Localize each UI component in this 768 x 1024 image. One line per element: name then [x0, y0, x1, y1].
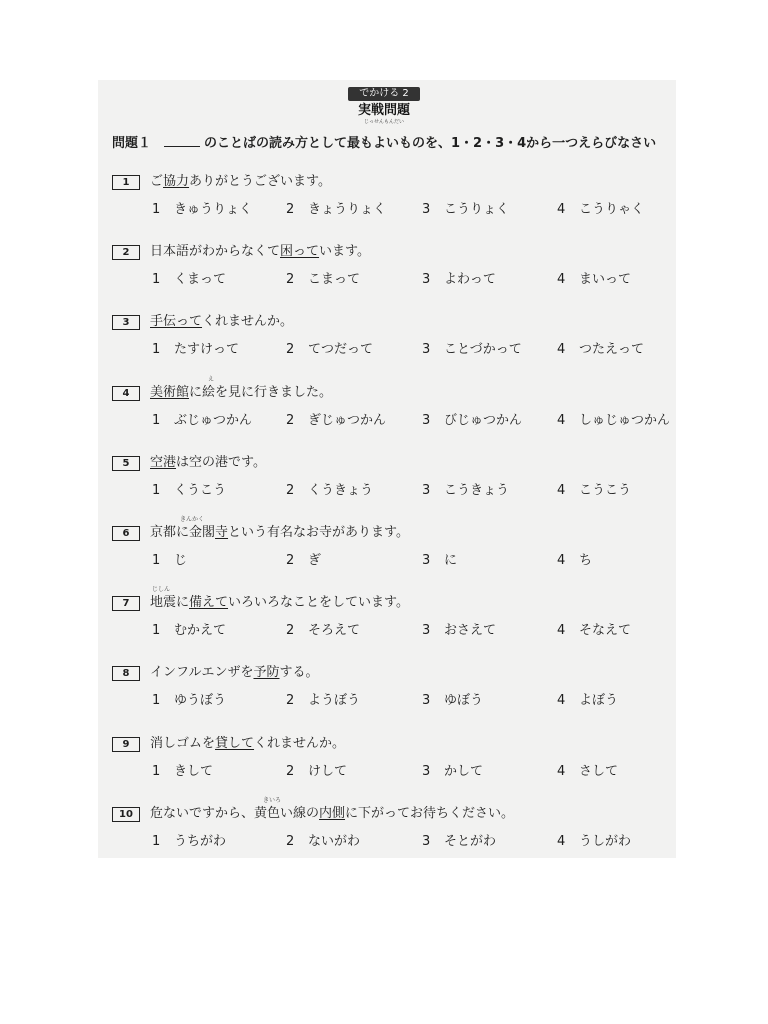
answer-option-1[interactable] — [152, 412, 252, 430]
option-text: こうりゃく — [579, 202, 645, 217]
option-number: 3 — [422, 833, 431, 849]
section-title: 実戦問題 — [357, 103, 410, 118]
answer-option-3[interactable] — [422, 622, 496, 640]
answer-option-4[interactable] — [557, 552, 592, 570]
option-number: 4 — [557, 763, 566, 779]
option-number: 4 — [557, 202, 566, 217]
option-number: 1 — [152, 763, 161, 779]
option-number: 2 — [286, 763, 295, 779]
furigana-row — [150, 586, 670, 594]
option-number: 2 — [286, 272, 295, 288]
option-text: よぼう — [579, 693, 619, 709]
option-text: くまって — [174, 272, 227, 288]
option-text: まいって — [579, 272, 632, 288]
answer-option-3[interactable] — [422, 763, 483, 781]
option-number: 2 — [286, 553, 295, 568]
option-number: 3 — [422, 553, 431, 568]
target-word: 手伝って — [150, 314, 203, 330]
question-number: 1 — [112, 175, 140, 190]
option-text: たすけって — [174, 342, 240, 358]
section-badge: でかける 2 — [348, 87, 420, 101]
answer-option-1[interactable] — [152, 833, 226, 851]
option-text: ぎ — [308, 553, 322, 568]
question-number: 5 — [112, 456, 140, 471]
answer-option-2[interactable] — [286, 833, 360, 851]
option-number: 4 — [557, 553, 566, 568]
option-text: うしがわ — [579, 833, 632, 849]
answer-option-3[interactable] — [422, 692, 483, 710]
answer-option-1[interactable] — [152, 622, 226, 640]
answer-option-3[interactable] — [422, 271, 496, 289]
question-sentence — [150, 805, 514, 823]
option-number: 2 — [286, 342, 295, 358]
furigana: きんかく — [180, 516, 205, 523]
sentence-text: ご — [150, 174, 164, 189]
option-text: に — [444, 553, 458, 568]
target-word: 寺 — [215, 525, 229, 540]
answer-option-4[interactable] — [557, 692, 618, 710]
question-number: 2 — [112, 245, 140, 260]
option-number: 1 — [152, 272, 161, 288]
sentence-text: する。 — [279, 665, 319, 681]
option-number: 4 — [557, 272, 566, 288]
question-sentence — [150, 243, 370, 261]
option-number: 2 — [286, 623, 295, 639]
section-title-ruby: じっせんもんだい — [363, 119, 404, 125]
option-text: こうりょく — [444, 202, 510, 217]
sentence-text: 消しゴムを — [150, 735, 216, 751]
question-item — [112, 737, 672, 797]
target-word: 美術館 — [150, 384, 190, 400]
option-text: おさえて — [444, 623, 497, 639]
question-sentence — [150, 313, 293, 331]
question-item — [112, 516, 672, 586]
question-sentence — [150, 524, 409, 542]
sentence-text: くれませんか。 — [254, 735, 346, 751]
furigana: え — [208, 375, 215, 383]
option-text: けして — [308, 763, 348, 779]
option-text: こまって — [308, 272, 361, 288]
answer-option-1[interactable] — [152, 763, 213, 781]
question-sentence — [150, 735, 345, 753]
question-item — [112, 245, 672, 305]
option-text: ゆぼう — [444, 693, 484, 709]
answer-option-2[interactable] — [286, 552, 321, 570]
option-number: 1 — [152, 412, 161, 428]
answer-option-4[interactable] — [557, 622, 631, 640]
question-number: 8 — [112, 666, 140, 681]
answer-option-3[interactable] — [422, 552, 457, 570]
furigana: じしん — [152, 586, 171, 594]
option-number: 4 — [557, 412, 566, 428]
option-text: じ — [174, 553, 188, 568]
option-number: 4 — [557, 693, 566, 709]
option-text: さして — [579, 763, 619, 779]
option-number: 1 — [152, 202, 161, 217]
option-number: 4 — [557, 623, 566, 639]
answer-option-1[interactable] — [152, 692, 226, 710]
sentence-text: に下がってお待ちください。 — [345, 805, 515, 821]
option-number: 3 — [422, 412, 431, 428]
answer-option-3[interactable] — [422, 833, 496, 851]
sentence-text: 京都に金閣 — [150, 525, 216, 540]
question-number: 3 — [112, 315, 140, 330]
furigana-row — [150, 516, 670, 524]
sentence-text: くれませんか。 — [202, 314, 294, 330]
option-text: こうきょう — [444, 482, 510, 498]
option-number: 1 — [152, 342, 161, 358]
option-text: ことづかって — [444, 342, 522, 358]
problem-instruction — [112, 135, 676, 153]
question-number: 10 — [112, 807, 140, 822]
option-number: 3 — [422, 623, 431, 639]
blank-line — [164, 136, 200, 147]
option-text: しゅじゅつかん — [579, 412, 671, 428]
option-number: 2 — [286, 412, 295, 428]
answer-option-2[interactable] — [286, 412, 386, 430]
question-item — [112, 175, 672, 235]
option-number: 3 — [422, 202, 431, 217]
question-number: 4 — [112, 386, 140, 401]
sentence-text: インフルエンザを — [150, 665, 254, 681]
sentence-text: ありがとうございます。 — [189, 174, 331, 189]
question-sentence — [150, 454, 266, 472]
option-text: かして — [444, 763, 484, 779]
furigana-row — [150, 376, 670, 384]
sentence-text: います。 — [319, 244, 370, 260]
option-text: ないがわ — [308, 833, 361, 849]
sentence-text: は空の港です。 — [176, 454, 266, 470]
answer-option-1[interactable] — [152, 482, 226, 500]
question-sentence — [150, 664, 319, 682]
option-text: つたえって — [579, 342, 645, 358]
sentence-text: いろいろなことをしています。 — [228, 595, 409, 611]
answer-option-4[interactable] — [557, 763, 618, 781]
answer-option-4[interactable] — [557, 271, 631, 289]
question-sentence — [150, 173, 331, 191]
option-number: 1 — [152, 623, 161, 639]
option-number: 3 — [422, 272, 431, 288]
option-number: 4 — [557, 833, 566, 849]
option-text: くうこう — [174, 482, 227, 498]
option-text: びじゅつかん — [444, 412, 523, 428]
option-text: ち — [579, 553, 593, 568]
option-number: 2 — [286, 693, 295, 709]
answer-option-1[interactable] — [152, 201, 252, 219]
answer-option-2[interactable] — [286, 763, 347, 781]
option-text: きょうりょく — [308, 202, 387, 217]
option-text: ぶじゅつかん — [174, 412, 253, 428]
question-number: 6 — [112, 526, 140, 541]
answer-option-3[interactable] — [422, 201, 509, 219]
target-word: 予防 — [253, 665, 280, 681]
option-text: そなえて — [579, 623, 632, 639]
answer-option-2[interactable] — [286, 201, 386, 219]
question-sentence — [150, 384, 332, 402]
answer-option-4[interactable] — [557, 833, 631, 851]
target-word: 空港 — [150, 454, 177, 470]
question-sentence — [150, 594, 409, 612]
question-item — [112, 375, 672, 446]
option-text: くうきょう — [308, 482, 374, 498]
option-text: こうこう — [579, 482, 632, 498]
option-number: 3 — [422, 342, 431, 358]
question-item — [112, 315, 672, 375]
answer-option-4[interactable] — [557, 482, 631, 500]
answer-option-4[interactable] — [557, 201, 644, 219]
question-item — [112, 586, 672, 656]
target-word: 内側 — [319, 805, 346, 821]
option-number: 4 — [557, 482, 566, 498]
option-text: そろえて — [308, 623, 361, 639]
option-number: 1 — [152, 833, 161, 849]
answer-option-2[interactable] — [286, 271, 360, 289]
sentence-text: 日本語がわからなくて — [150, 244, 281, 260]
question-number: 9 — [112, 737, 140, 752]
option-number: 1 — [152, 553, 161, 568]
answer-option-4[interactable] — [557, 412, 670, 430]
option-text: よわって — [444, 272, 496, 288]
option-text: きして — [174, 763, 214, 779]
option-number: 2 — [286, 202, 295, 217]
answer-option-1[interactable] — [152, 271, 226, 289]
furigana-row — [150, 797, 670, 805]
question-number: 7 — [112, 596, 140, 611]
option-number: 2 — [286, 482, 295, 498]
option-number: 3 — [422, 693, 431, 709]
answer-option-2[interactable] — [286, 341, 373, 359]
option-number: 1 — [152, 693, 161, 709]
sentence-text: に絵を見に行きました。 — [189, 384, 333, 400]
problem-label: 問題１ — [112, 136, 152, 151]
answer-option-1[interactable] — [152, 552, 187, 570]
question-item — [112, 456, 672, 516]
answer-option-4[interactable] — [557, 341, 644, 359]
sentence-text: という有名なお寺があります。 — [228, 525, 409, 540]
option-text: そとがわ — [444, 833, 497, 849]
answer-option-2[interactable] — [286, 482, 373, 500]
option-text: てつだって — [308, 342, 374, 358]
answer-option-2[interactable] — [286, 622, 360, 640]
answer-option-3[interactable] — [422, 482, 509, 500]
answer-option-2[interactable] — [286, 692, 360, 710]
option-text: むかえて — [174, 623, 227, 639]
target-word: 協力 — [163, 174, 190, 189]
answer-option-3[interactable] — [422, 412, 522, 430]
option-number: 3 — [422, 482, 431, 498]
answer-option-1[interactable] — [152, 341, 239, 359]
question-item — [112, 796, 672, 867]
target-word: 困って — [280, 244, 320, 260]
option-text: きゅうりょく — [174, 202, 253, 217]
option-text: ゆうぼう — [174, 693, 227, 709]
option-text: うちがわ — [174, 833, 227, 849]
answer-option-3[interactable] — [422, 341, 522, 359]
option-text: ようぼう — [308, 693, 361, 709]
target-word: 貸して — [215, 735, 255, 751]
option-text: ぎじゅつかん — [308, 412, 387, 428]
target-word: 備えて — [189, 595, 229, 611]
sentence-text: 危ないですから、黄色い線の — [150, 805, 320, 821]
sentence-text: 地震に — [150, 595, 190, 611]
instruction-text: のことばの読み方として最もよいものを、1・2・3・4から一つえらびなさい — [204, 136, 657, 151]
option-number: 1 — [152, 482, 161, 498]
option-number: 2 — [286, 833, 295, 849]
question-item — [112, 666, 672, 726]
option-number: 4 — [557, 342, 566, 358]
furigana: きいろ — [263, 796, 282, 804]
option-number: 3 — [422, 763, 431, 779]
